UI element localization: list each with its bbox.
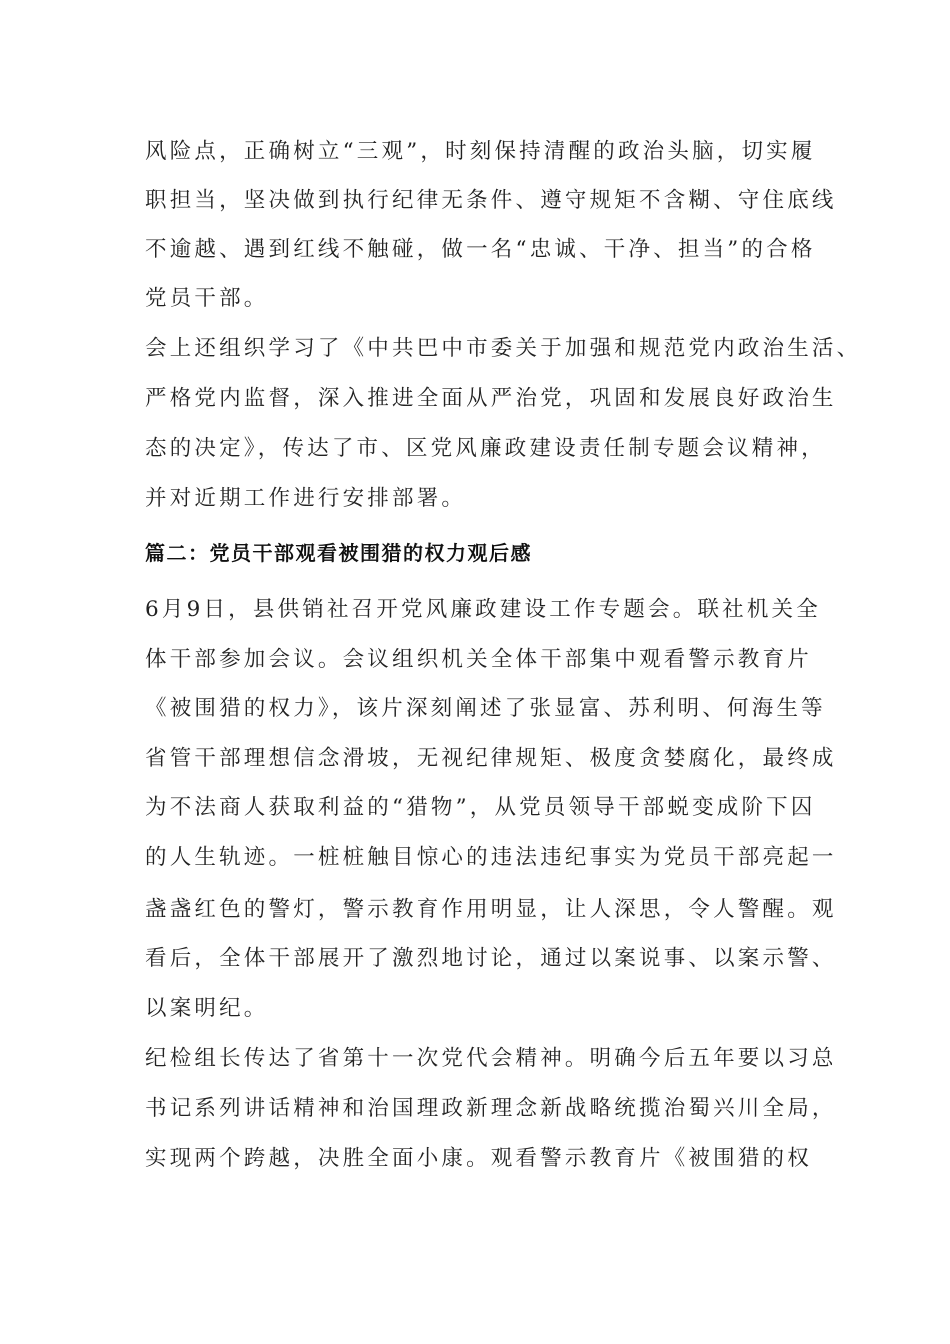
text-line: 会上还组织学习了《中共巴中市委关于加强和规范党内政治生活、 [145,336,862,361]
text-line: 并对近期工作进行安排部署。 [145,486,467,511]
text-line: 6月9日，县供销社召开党风廉政建设工作专题会。联社机关全 [145,597,821,622]
text-line: 《被围猎的权力》，该片深刻阐述了张显富、苏利明、何海生等 [145,696,826,721]
text-line: 体干部参加会议。会议组织机关全体干部集中观看警示教育片 [145,647,812,672]
text-line: 盏盏红色的警灯，警示教育作用明显，让人深思，令人警醒。观 [145,897,837,922]
text-line: 严格党内监督，深入推进全面从严治党，巩固和发展良好政治生 [145,386,837,411]
text-line: 实现两个跨越，决胜全面小康。观看警示教育片《被围猎的权 [145,1146,812,1171]
text-line: 书记系列讲话精神和治国理政新理念新战略统揽治蜀兴川全局， [145,1096,837,1121]
text-line: 以案明纪。 [145,996,269,1021]
text-line: 态的决定》，传达了市、区党风廉政建设责任制专题会议精神， [145,436,826,461]
text-line: 不逾越、遇到红线不触碰，做一名“忠诚、干净、担当”的合格 [145,237,816,262]
text-line: 风险点，正确树立“三观”，时刻保持清醒的政治头脑，切实履 [145,139,816,164]
text-line: 纪检组长传达了省第十一次党代会精神。明确今后五年要以习总 [145,1046,837,1071]
text-line: 看后，全体干部展开了激烈地讨论，通过以案说事、以案示警、 [145,946,837,971]
text-line: 的人生轨迹。一桩桩触目惊心的违法违纪事实为党员干部亮起一 [145,845,837,870]
text-line: 省管干部理想信念滑坡，无视纪律规矩、极度贪婪腐化，最终成 [145,746,837,771]
text-line: 职担当，坚决做到执行纪律无条件、遵守规矩不含糊、守住底线 [145,188,837,213]
text-line: 党员干部。 [145,286,269,311]
text-line: 为不法商人获取利益的“猎物”，从党员领导干部蜕变成阶下囚 [145,795,816,820]
section-heading: 篇二：党员干部观看被围猎的权力观后感 [145,541,532,565]
